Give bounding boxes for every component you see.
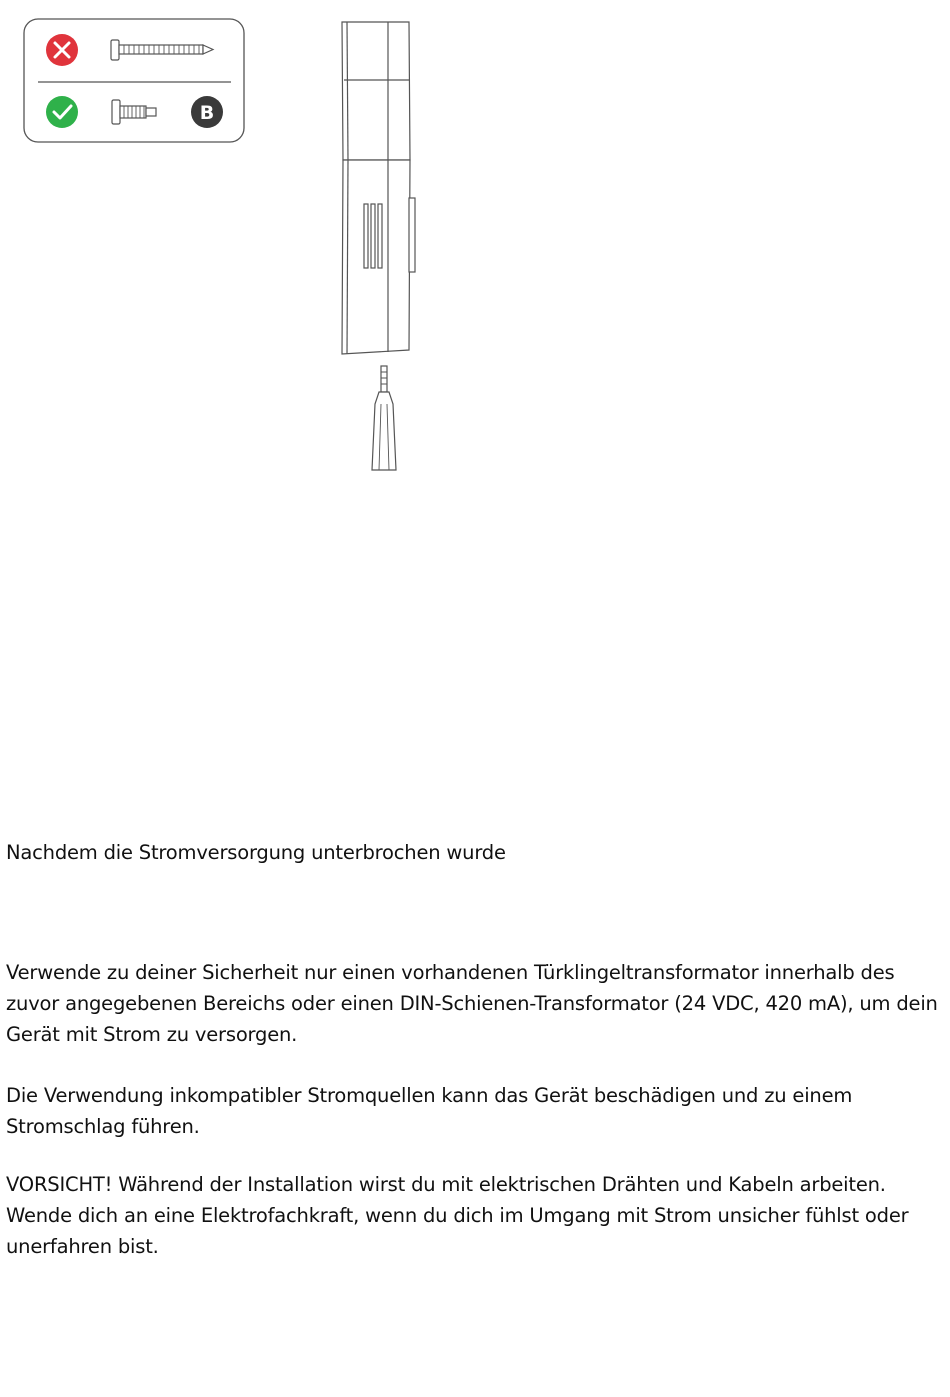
vent-slots xyxy=(364,204,382,268)
section-heading: Nachdem die Stromversorgung unterbrochen wurde xyxy=(6,841,506,864)
installation-illustration xyxy=(0,0,950,480)
svg-text:B: B xyxy=(199,102,215,124)
green-check-circle-icon xyxy=(46,96,78,128)
red-x-circle-icon xyxy=(46,34,78,66)
device-side-view xyxy=(342,22,415,354)
incompatible-power-warning: Die Verwendung inkompatibler Stromquellen kann das Gerät beschädigen und zu einem Stromschlag führen. xyxy=(6,1084,853,1138)
power-supply-paragraph: Verwende zu deiner Sicherheit nur einen vorhandenen Türklingeltransformator innerhalb des zuvor angegebenen Bereichs oder einen DIN-Schienen-Transformator (24 VDC, 420 mA), um dein Gerät mit Strom zu versorgen. xyxy=(6,961,938,1046)
label-b-icon xyxy=(191,96,223,128)
screwdriver-icon xyxy=(372,366,396,470)
screw-legend xyxy=(24,19,244,142)
caution-paragraph: VORSICHT! Während der Installation wirst du mit elektrischen Drähten und Kabeln arbeiten. Wende dich an eine Elektrofachkraft, wenn du dich im Umgang mit Strom unsicher fühlst oder unerfahren bist. xyxy=(6,1173,909,1258)
